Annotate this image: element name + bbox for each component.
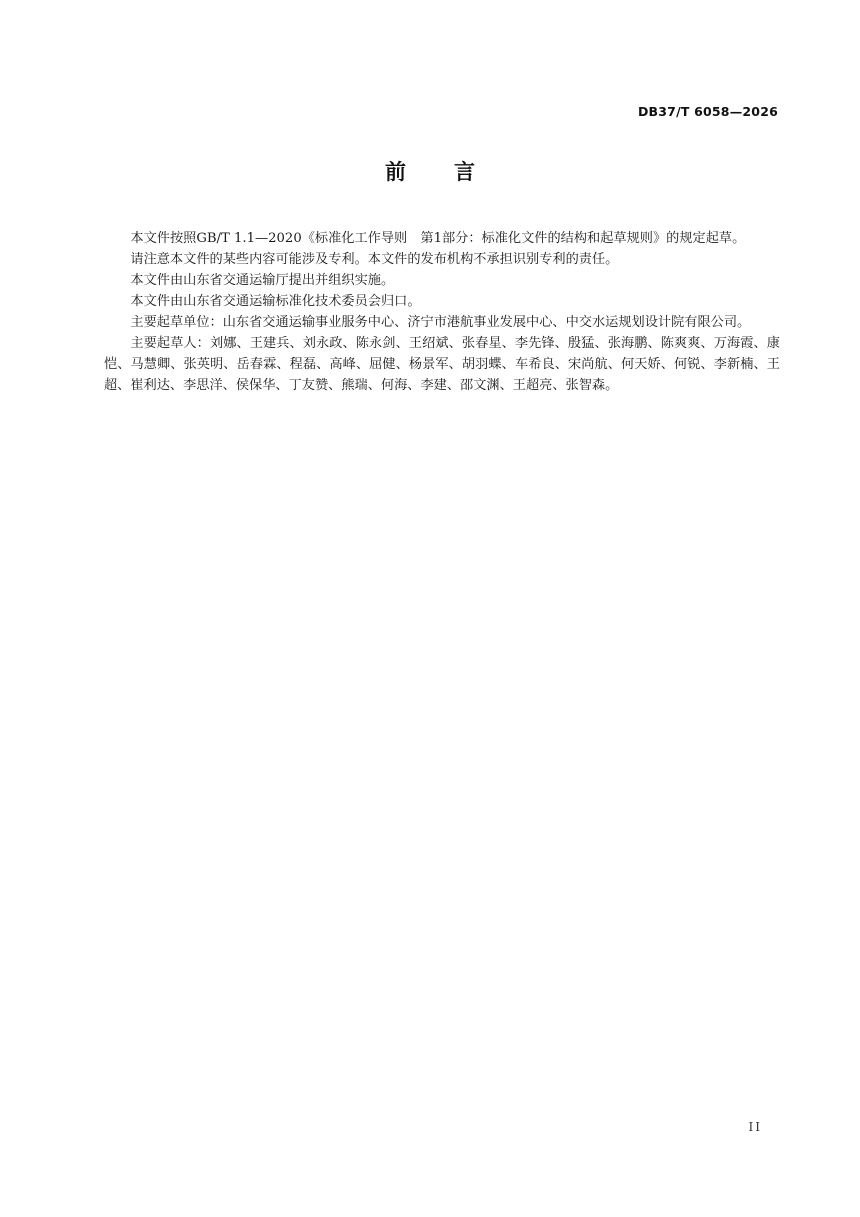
page-number: II <box>748 1120 762 1134</box>
paragraph-committee: 本文件由山东省交通运输标准化技术委员会归口。 <box>130 294 421 309</box>
paragraph-drafting-units: 主要起草单位：山东省交通运输事业服务中心、济宁市港航事业发展中心、中交水运规划设计院有限公司。 <box>130 315 751 330</box>
paragraph-patent-notice: 请注意本文件的某些内容可能涉及专利。本文件的发布机构不承担识别专利的责任。 <box>130 252 619 267</box>
document-code: DB37/T 6058—2026 <box>637 104 778 119</box>
foreword-body <box>104 228 780 396</box>
page-title: 前言 <box>385 160 523 184</box>
paragraph-drafters: 主要起草人：刘娜、王建兵、刘永政、陈永剑、王绍斌、张春星、李先锋、殷猛、张海鹏、陈爽爽、万海霞、康恺、马慧卿、张英明、岳春霖、程磊、高峰、屈健、杨景军、胡羽蝶、车希良、宋尚航、何天娇、何锐、李新楠、王超、崔利达、李思洋、侯保华、丁友赞、熊瑞、何海、李建、邵文渊、王超亮、张智森。 <box>104 336 780 393</box>
paragraph-drafting-rules: 本文件按照GB/T 1.1—2020《标准化工作导则 第1部分：标准化文件的结构和起草规则》的规定起草。 <box>130 231 746 246</box>
paragraph-proposer: 本文件由山东省交通运输厅提出并组织实施。 <box>130 273 395 288</box>
